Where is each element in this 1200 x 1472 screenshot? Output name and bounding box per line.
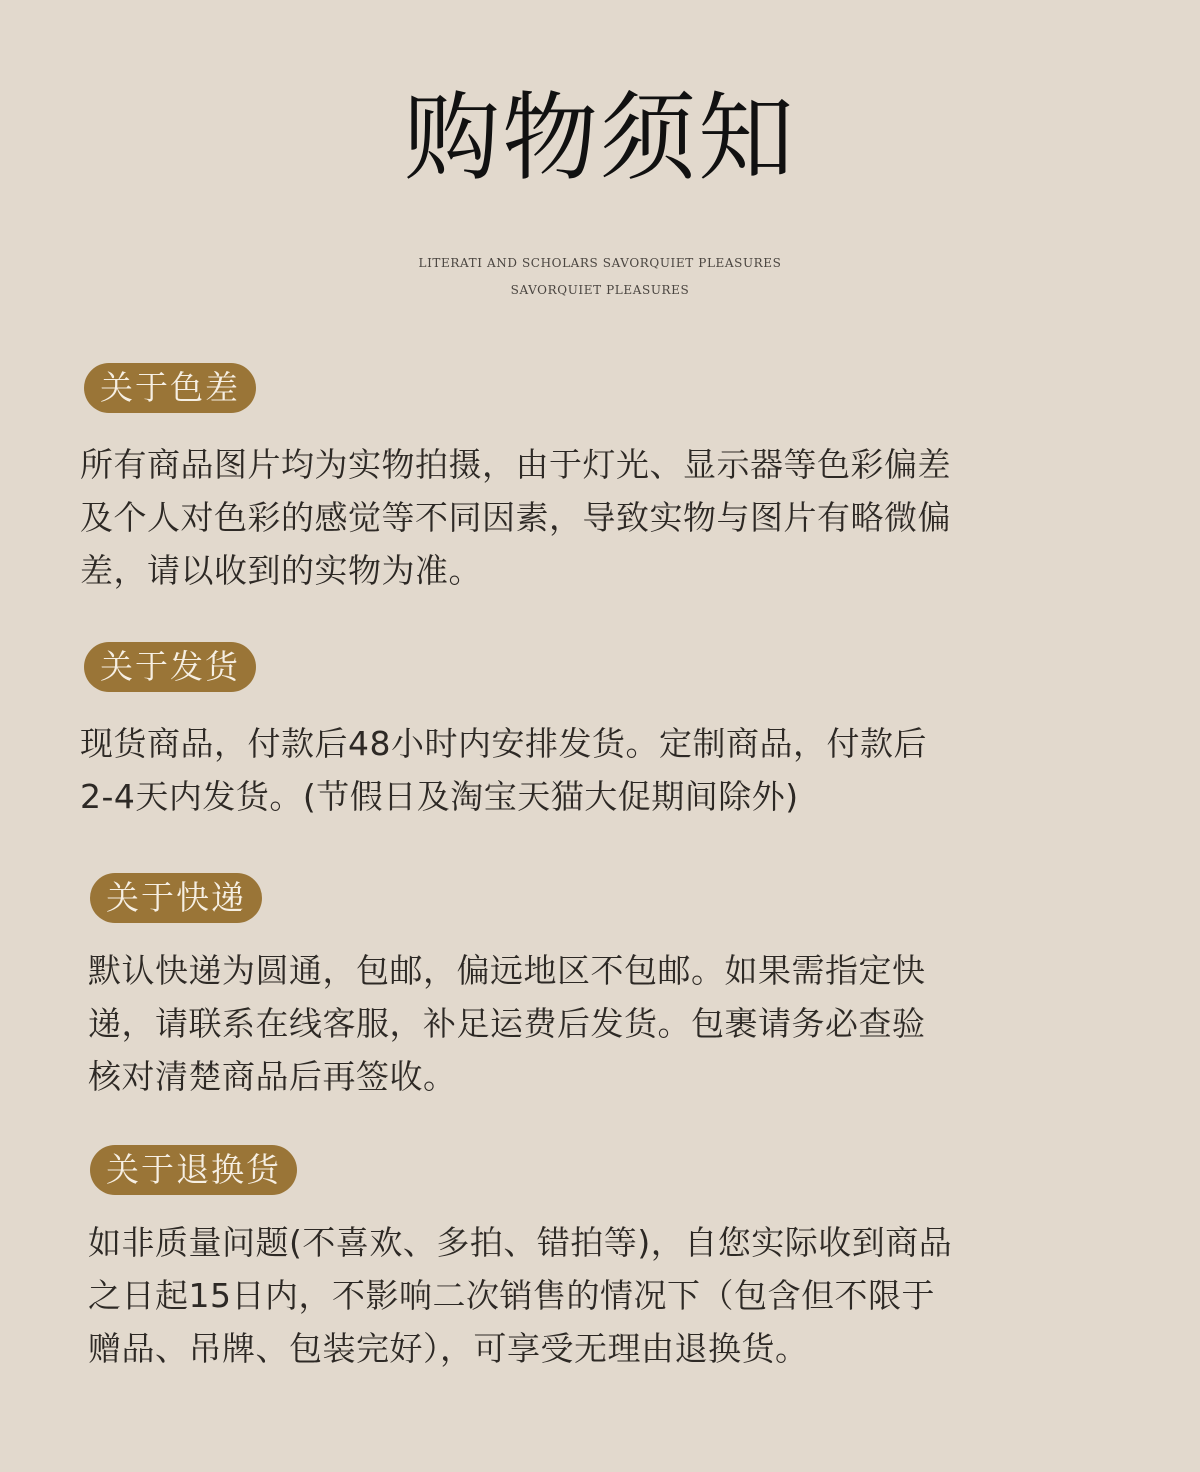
section-body-returns (88, 1216, 1128, 1375)
body-line: 差，请以收到的实物为准。 (80, 551, 482, 590)
body-line: 所有商品图片均为实物拍摄，由于灯光、显示器等色彩偏差 (80, 445, 951, 484)
page-title: 购物须知 (404, 82, 796, 194)
subtitle-line-2: SAVORQUIET PLEASURES (510, 283, 690, 297)
body-line: 赠品、吊牌、包装完好），可享受无理由退换货。 (88, 1329, 809, 1368)
body-line: 现货商品，付款后48小时内安排发货。定制商品，付款后 (80, 724, 927, 763)
body-line: 默认快递为圆通，包邮，偏远地区不包邮。如果需指定快 (88, 951, 926, 990)
section-body-shipping (80, 717, 1120, 823)
section-heading-color-difference: 关于色差 (84, 363, 256, 413)
body-line: 核对清楚商品后再签收。 (88, 1057, 457, 1096)
section-heading-shipping: 关于发货 (84, 642, 256, 692)
section-heading-returns: 关于退换货 (90, 1145, 297, 1195)
body-line: 递，请联系在线客服，补足运费后发货。包裹请务必查验 (88, 1004, 926, 1043)
section-heading-courier: 关于快递 (90, 873, 262, 923)
body-line: 如非质量问题(不喜欢、多拍、错拍等)，自您实际收到商品 (88, 1223, 953, 1262)
body-line: 之日起15日内，不影响二次销售的情况下（包含但不限于 (88, 1276, 935, 1315)
section-body-color-difference (80, 438, 1120, 597)
subtitle-line-1: LITERATI AND SCHOLARS SAVORQUIET PLEASURES (418, 256, 782, 270)
body-line: 2-4天内发货。(节假日及淘宝天猫大促期间除外) (80, 777, 799, 816)
body-line: 及个人对色彩的感觉等不同因素，导致实物与图片有略微偏 (80, 498, 951, 537)
section-body-courier (88, 944, 1128, 1103)
